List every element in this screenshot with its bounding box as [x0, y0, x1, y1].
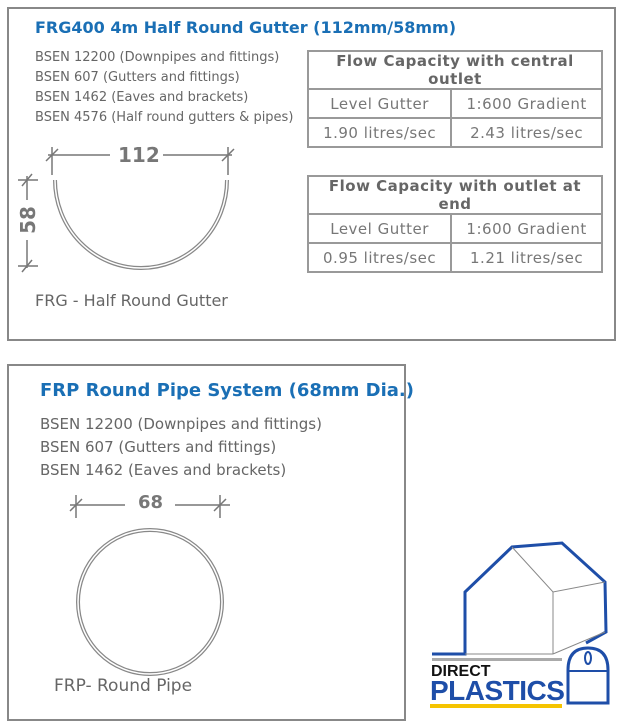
table-cell: 1.21 litres/sec [451, 243, 602, 272]
gutter-height-label: 58 [15, 206, 40, 234]
logo-plastics: PLASTICS [430, 675, 565, 706]
standard: BSEN 12200 (Downpipes and fittings) [40, 415, 322, 433]
flow-table-end [307, 175, 603, 273]
flow-table-central [307, 50, 603, 148]
standard: BSEN 1462 (Eaves and brackets) [40, 461, 287, 479]
gutter-width-label: 112 [118, 143, 160, 167]
standard: BSEN 12200 (Downpipes and fittings) [35, 50, 280, 65]
standard: BSEN 607 (Gutters and fittings) [40, 438, 277, 456]
table-cell: 1.90 litres/sec [308, 118, 451, 147]
gutter-caption: FRG - Half Round Gutter [35, 291, 228, 310]
logo-direct: DIRECT [431, 663, 491, 680]
standard: BSEN 4576 (Half round gutters & pipes) [35, 110, 294, 125]
pipe-caption: FRP- Round Pipe [54, 676, 193, 696]
table-cell: 0.95 litres/sec [308, 243, 451, 272]
gutter-title: FRG400 4m Half Round Gutter (112mm/58mm) [35, 18, 456, 37]
table-header: Level Gutter [308, 214, 451, 243]
table-header: 1:600 Gradient [451, 89, 602, 118]
pipe-standards [40, 413, 322, 482]
standard: BSEN 607 (Gutters and fittings) [35, 70, 240, 85]
table-title: Flow Capacity with outlet at end [308, 176, 602, 214]
pipe-title: FRP Round Pipe System (68mm Dia.) [40, 380, 414, 401]
pipe-diameter-label: 68 [138, 492, 164, 513]
table-header: 1:600 Gradient [451, 214, 602, 243]
table-cell: 2.43 litres/sec [451, 118, 602, 147]
table-header: Level Gutter [308, 89, 451, 118]
standard: BSEN 1462 (Eaves and brackets) [35, 90, 249, 105]
direct-plastics-logo [420, 520, 625, 727]
table-title: Flow Capacity with central outlet [308, 51, 602, 89]
